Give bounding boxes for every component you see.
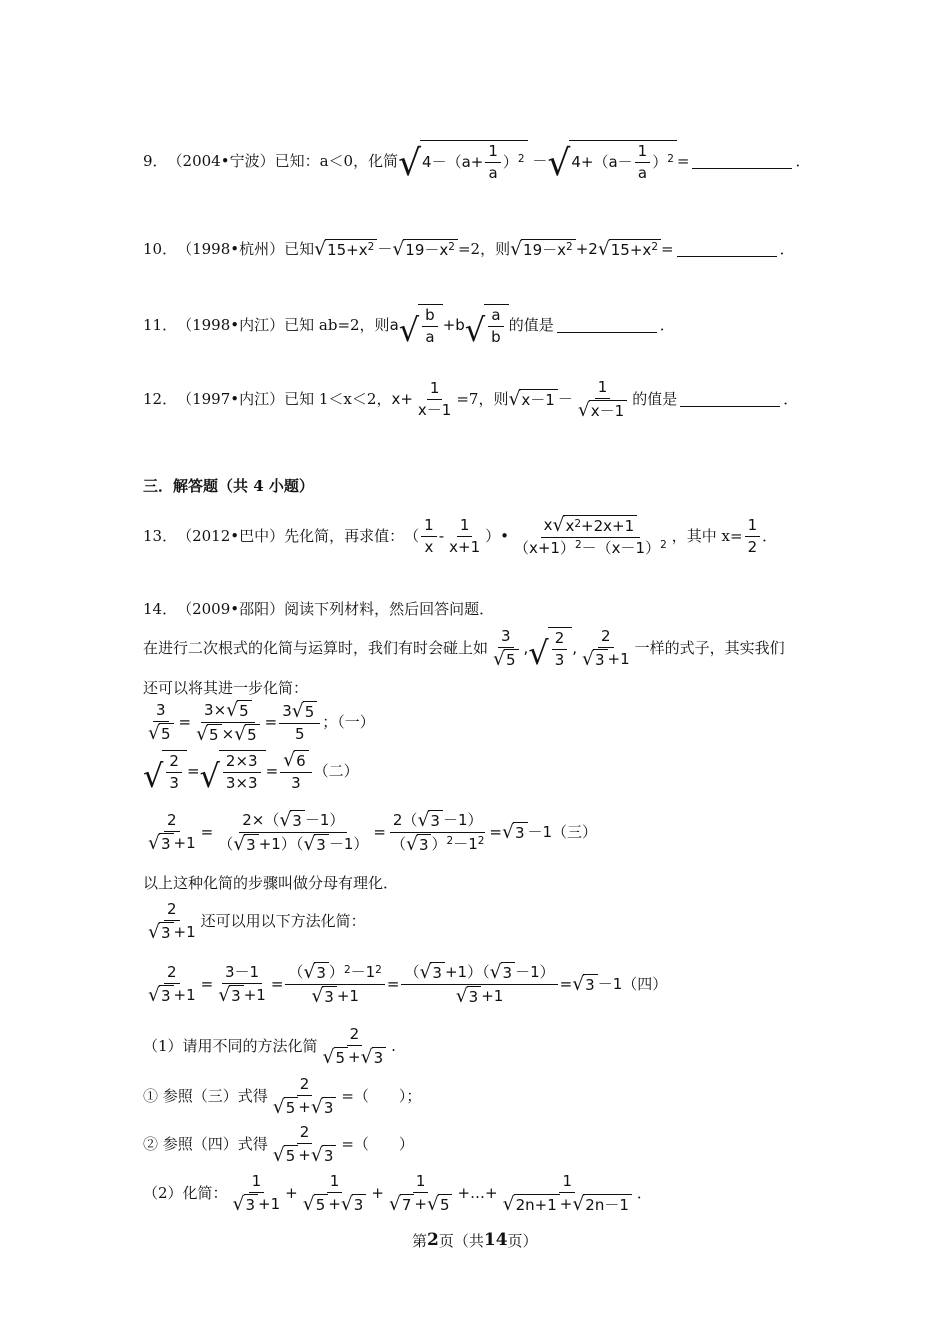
formula: 2 √ 5 + √ 3: [268, 1075, 342, 1118]
problem-11: 11． （1998•内江） 已知 ab=2，则 a √ $\frac{b}{a}$ +b √ $\frac{a}{b}$ 的值是 ．: [143, 305, 675, 350]
problem-number: 11．: [143, 315, 178, 334]
p14-eq1: 3 √ 5 = 3× √ 5 √ 5 × √ 5 = 3 √ 5 5 ；（一）: [143, 698, 375, 746]
formula: 2 √ 5 + √ 3: [268, 1123, 342, 1166]
problem-number: 14．: [143, 599, 178, 618]
formula: 2 √ 5 + √ 3 .: [322, 1024, 396, 1068]
problem-text: 已知: [284, 239, 315, 258]
formula: （ $\frac{1}{x}$ - $\frac{1}{x+1}$ ）• x √ x $^2$ +2x+1 （x+1） $^2$ －（x－1） $^2$: [404, 514, 667, 557]
problem-text: 已知 1＜x＜2，: [284, 389, 392, 408]
formula: √ $\frac{2}{3}$ = √ $\frac{2\times 3}{3\times 3}$ = √ 6 3: [143, 750, 314, 793]
formula: 1 √ 3 +1 + 1 √ 5 + √ 3 + 1 √ 7 + √ 5 +…+ 1 √ 2n+1 + √ 2n－1: [228, 1172, 637, 1215]
formula: 3 √ 5 = 3× √ 5 √ 5 × √ 5 = 3 √ 5 5: [143, 700, 322, 745]
problem-14-header: [143, 598, 494, 620]
p14-eq4: 2 √ 3 +1 = 3－1 √ 3 +1 = （ √ 3 ） $^2$ －1 $^2$ √ 3 +1 = （ √ 3 +1）（ √ 3 －1） √ 3 +1 = √ 3 －1 （四）: [143, 958, 667, 1010]
problem-text: 先化简，再求值：: [284, 526, 405, 545]
formula: x+ $\frac{1}{x-1}$: [391, 378, 452, 419]
problem-source: （1997•内江）: [177, 389, 285, 408]
p14-eq2: √ $\frac{2}{3}$ = √ $\frac{2\times 3}{3\times 3}$ = √ 6 3 （二）: [143, 749, 359, 796]
formula: 2 √ 3 +1 = 2×（ √ 3 －1） （ √ 3 +1）（ √ 3 －1） = 2（ √ 3 －1） （ √ 3 ） $^2$ －1 $^2$ = √ 3 －1: [148, 809, 553, 855]
p14-para3: 以上这种化简的步骤叫做分母有理化．: [143, 873, 399, 892]
answer-blank[interactable]: =（ ）: [341, 1134, 414, 1153]
problem-text: 已知：a＜0，化简: [274, 151, 399, 170]
page-total: 14: [483, 1230, 508, 1251]
problem-text: 已知 ab=2，则: [284, 315, 390, 334]
problem-number: 13．: [143, 526, 178, 545]
answer-blank[interactable]: [692, 154, 792, 169]
p14-para2: 还可以将其进一步化简：: [143, 678, 309, 697]
problem-number: 10．: [143, 239, 178, 258]
p14-para4: 2 √ 3 +1 还可以用以下方法化简：: [143, 897, 366, 945]
problem-12: 12． （1997•内江） 已知 1＜x＜2， x+ $\frac{1}{x-1}$ =7，则 √ x－1 － 1 √ x－1 的值是 ．: [143, 377, 799, 421]
formula: a √ $\frac{b}{a}$ +b √ $\frac{a}{b}$: [390, 304, 509, 347]
p14-para1: 在进行二次根式的化简与运算时，我们有时会碰上如 3 √ 5 , √ $\frac{2}{3}$ , 2 √ 3 +1 一样的式子，其实我们: [143, 626, 785, 673]
page-footer: 第 2 页（共 14 页）: [412, 1230, 538, 1251]
problem-text: 阅读下列材料，然后回答问题．: [284, 599, 495, 618]
p14-q1b: ② 参照（四）式得 2 √ 5 + √ 3 =（ ）: [143, 1122, 414, 1166]
page-number: 2: [427, 1230, 439, 1251]
problem-source: （2009•邵阳）: [177, 599, 285, 618]
formula: $\frac{1}{2}$: [743, 516, 763, 557]
formula: √ 19－x $^2$ +2 √ 15+x $^2$: [510, 239, 661, 260]
p14-q2: （2）化简： 1 √ 3 +1 + 1 √ 5 + √ 3 + 1 √ 7 + √ 5 +…+ 1 √ 2n+1 + √ 2n－1 ．: [143, 1171, 652, 1215]
problem-source: （2004•宁波）: [167, 151, 275, 170]
problem-9: 9． （2004•宁波） 已知：a＜0，化简 √ 4－（a+ $\frac{1}{a}$ ） $^2$ － √ 4+（a－ $\frac{1}{a}$ ） $^2$ = ．: [143, 141, 811, 185]
section-title: 三．解答题（共 4 小题）: [143, 476, 314, 495]
formula: 2 √ 3 +1 = 3－1 √ 3 +1 = （ √ 3 ） $^2$ －1 $^2$ √ 3 +1 = （ √ 3 +1）（ √ 3 －1） √ 3 +1 = √ 3 －1: [148, 961, 623, 1007]
formula: √ 15+x $^2$ － √ 19－x $^2$: [314, 239, 458, 260]
problem-source: （1998•内江）: [177, 315, 285, 334]
problem-source: （2012•巴中）: [177, 526, 285, 545]
answer-blank[interactable]: [680, 392, 780, 407]
answer-blank[interactable]: [677, 242, 777, 257]
problem-13: 13． （2012•巴中） 先化简，再求值： （ $\frac{1}{x}$ - $\frac{1}{x+1}$ ）• x √ x $^2$ +2x+1 （x+1） $^2$ －（x－1） $^2$ ，其中 x= $\frac{1}{2}$ ．: [143, 514, 778, 557]
problem-10: 10． （1998•杭州） 已知 √ 15+x $^2$ － √ 19－x $^2$ =2，则 √ 19－x $^2$ +2 √ 15+x $^2$ = ．: [143, 238, 795, 260]
problem-number: 12．: [143, 389, 178, 408]
answer-blank[interactable]: =（ ）；: [341, 1086, 422, 1105]
problem-number: 9．: [143, 151, 168, 170]
formula: √ 4－（a+ $\frac{1}{a}$ ） $^2$ － √ 4+（a－ $\frac{1}{a}$ ） $^2$: [398, 140, 677, 183]
p14-q1: （1）请用不同的方法化简 2 √ 5 + √ 3 .: [143, 1024, 396, 1068]
p14-eq3: 2 √ 3 +1 = 2×（ √ 3 －1） （ √ 3 +1）（ √ 3 －1） = 2（ √ 3 －1） （ √ 3 ） $^2$ －1 $^2$ = √ 3 －1 （三）: [143, 805, 597, 859]
formula: 3 √ 5 , √ $\frac{2}{3}$ , 2 √ 3 +1: [493, 626, 630, 673]
formula: √ x－1 － 1 √ x－1: [508, 378, 632, 421]
answer-blank[interactable]: [557, 318, 657, 333]
formula: 2 √ 3 +1: [148, 899, 196, 943]
p14-q1a: ① 参照（三）式得 2 √ 5 + √ 3 =（ ）；: [143, 1074, 422, 1118]
problem-source: （1998•杭州）: [177, 239, 285, 258]
